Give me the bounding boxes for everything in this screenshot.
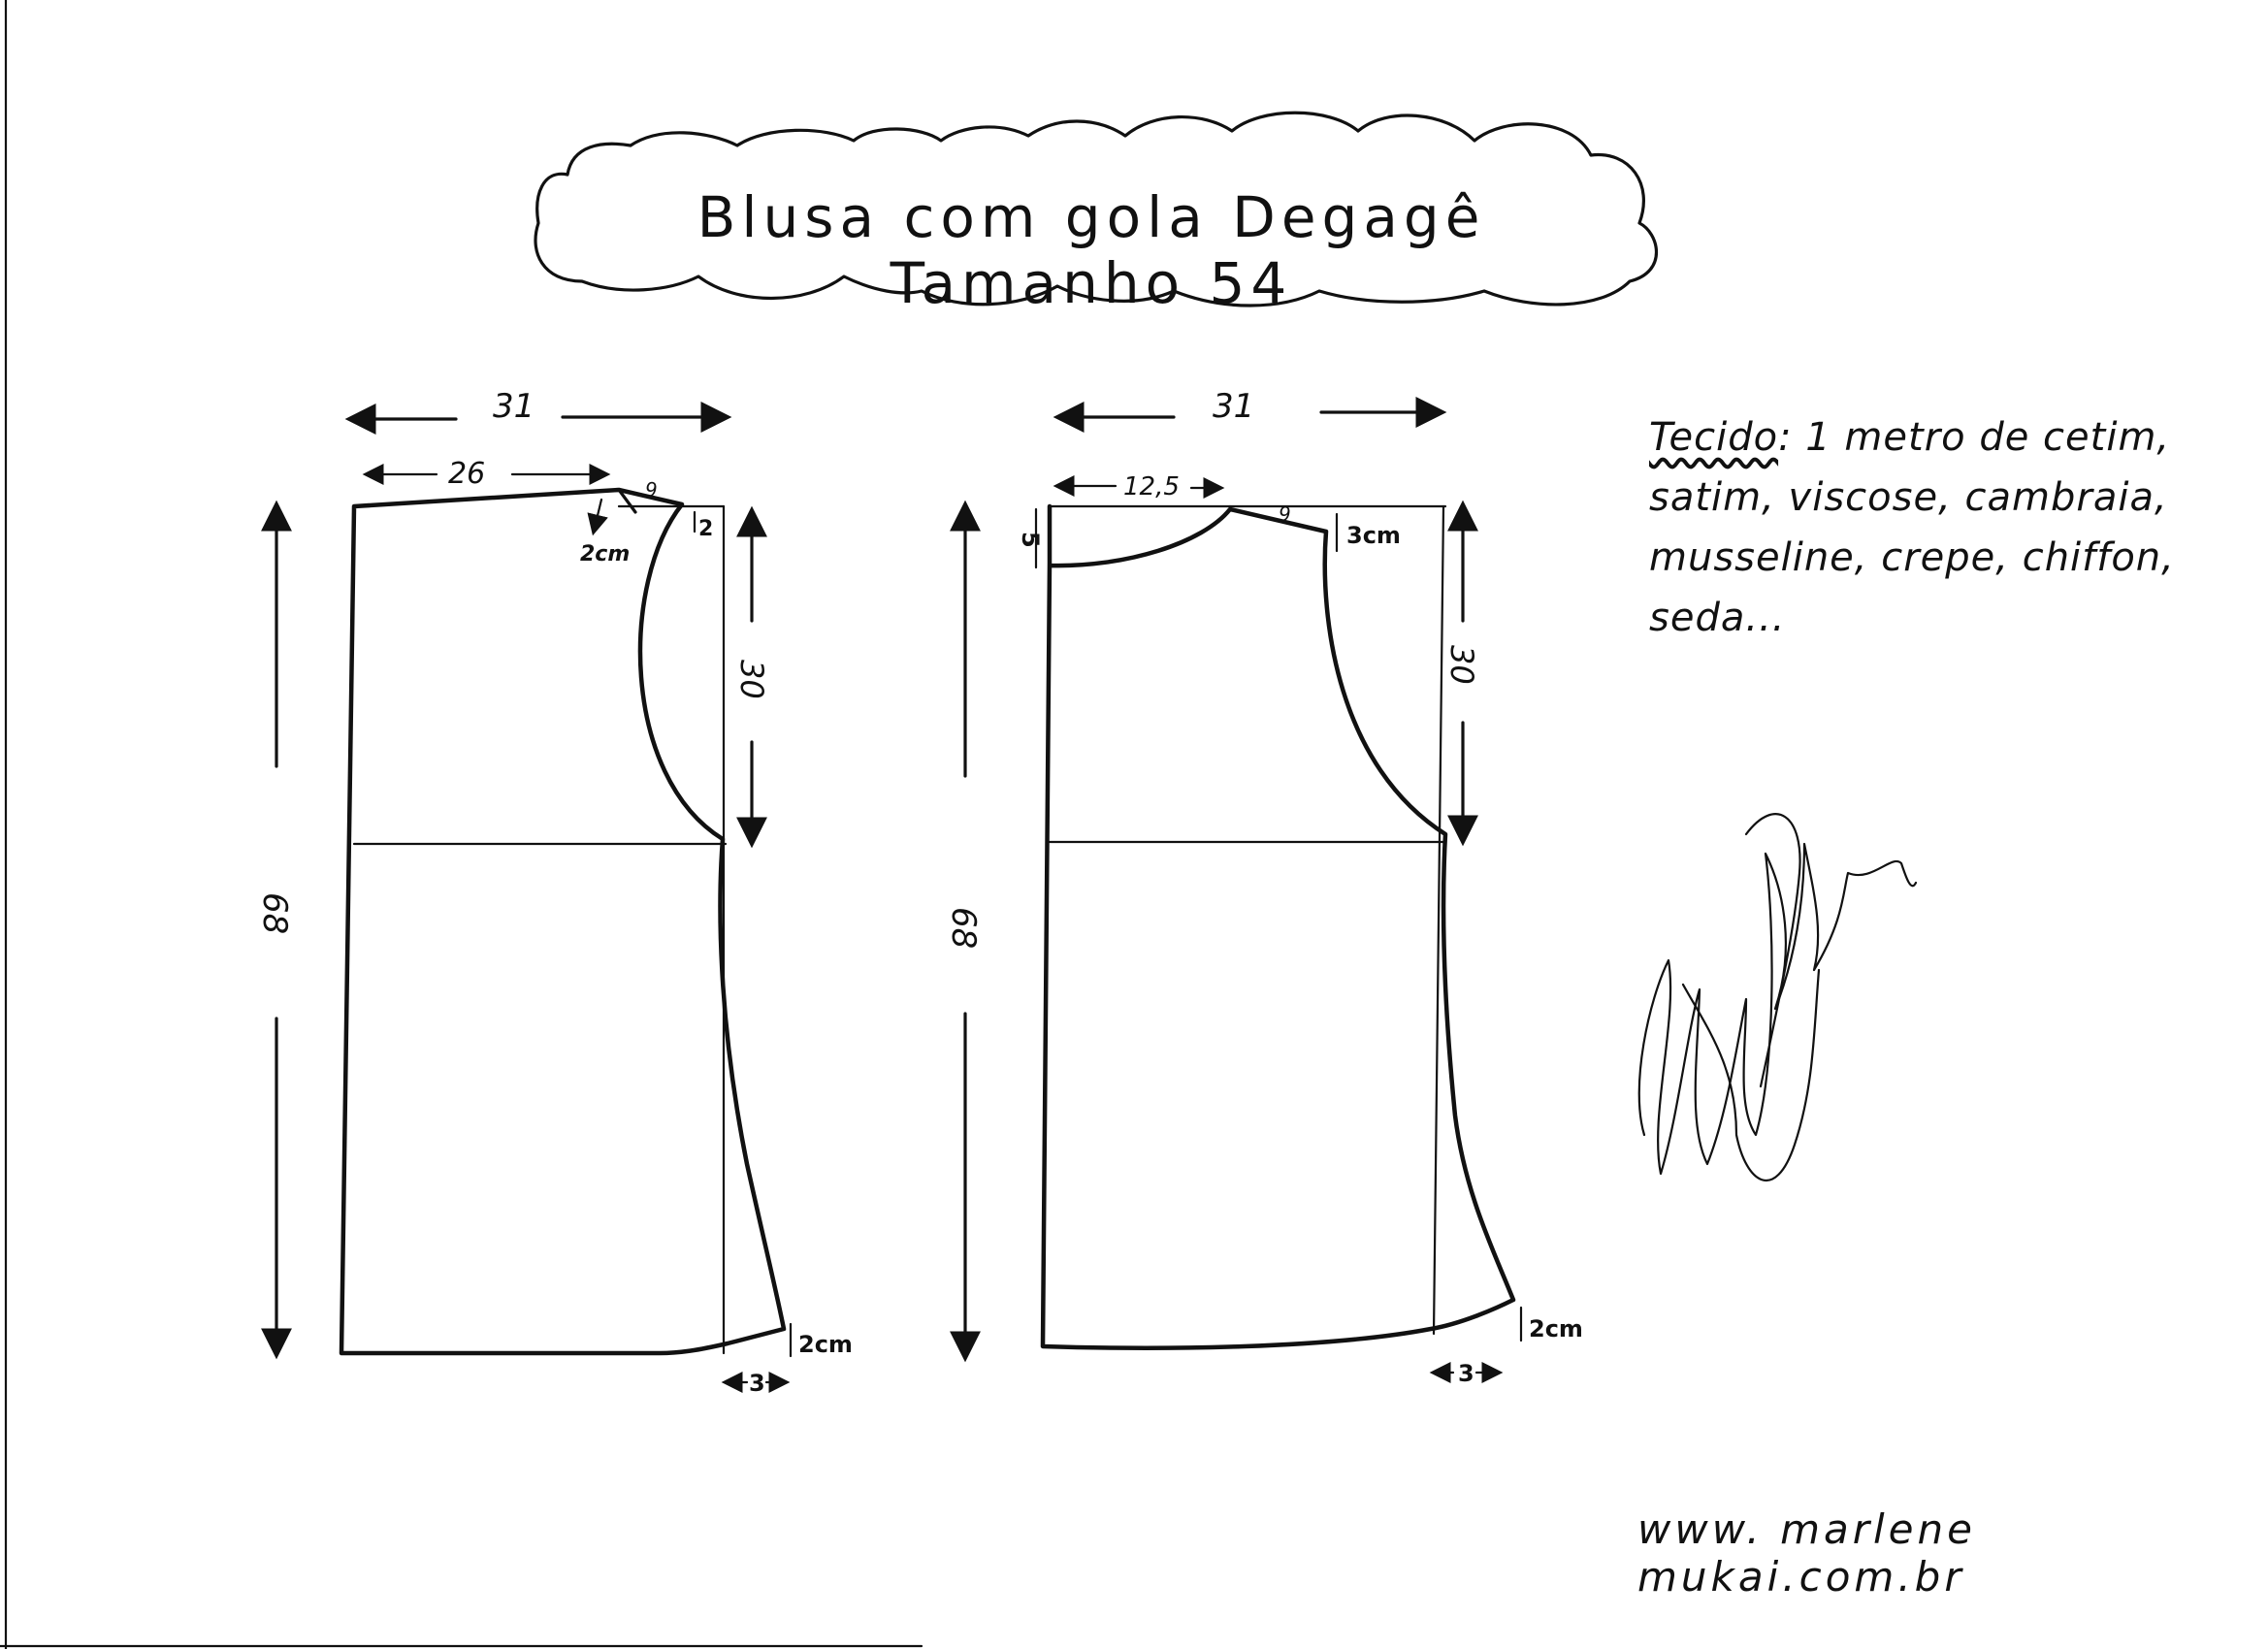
- back-shoulder-label: 9: [645, 478, 658, 501]
- back-hem-rise-label: 2cm: [798, 1331, 853, 1358]
- back-shoulder-width-label: 26: [448, 457, 486, 491]
- front-hem-flare-label: 3: [1458, 1360, 1474, 1387]
- front-length-label: 68: [944, 907, 983, 950]
- front-piece: [944, 387, 1583, 1387]
- back-hem-flare-label: 3: [749, 1370, 765, 1397]
- front-hem-rise-label: 2cm: [1529, 1315, 1583, 1342]
- front-shoulder-label: 9: [1279, 502, 1291, 526]
- fabric-note: [1649, 407, 2231, 648]
- back-shoulder-drop-label: 2cm: [580, 542, 631, 566]
- website: www. marlene mukai.com.br: [1637, 1505, 1976, 1600]
- page-title: Blusa com gola Degagê Tamanho 54: [697, 184, 1486, 316]
- back-outline: [341, 490, 784, 1353]
- back-armhole-drop-label: 2: [698, 517, 714, 541]
- fabric-label: Tecido: [1649, 415, 1779, 460]
- back-shoulder-drop-arrow: [594, 500, 601, 532]
- back-width-label: 31: [493, 387, 535, 426]
- front-shoulder-drop-label: 3cm: [1346, 522, 1401, 549]
- front-armhole-depth-label: 30: [1443, 645, 1480, 685]
- back-length-label: 68: [255, 892, 294, 935]
- front-width-label: 31: [1213, 387, 1255, 426]
- back-piece: [255, 387, 853, 1397]
- front-neck-depth-label: 5: [1017, 532, 1044, 548]
- back-armhole-depth-label: 30: [733, 660, 770, 699]
- signature: [1639, 814, 1916, 1180]
- front-neck-width-label: 12,5: [1123, 472, 1180, 501]
- fabric-text: : 1 metro de cetim, satim, viscose, cambraia, musseline, crepe, chiffon, seda...: [1649, 415, 2175, 640]
